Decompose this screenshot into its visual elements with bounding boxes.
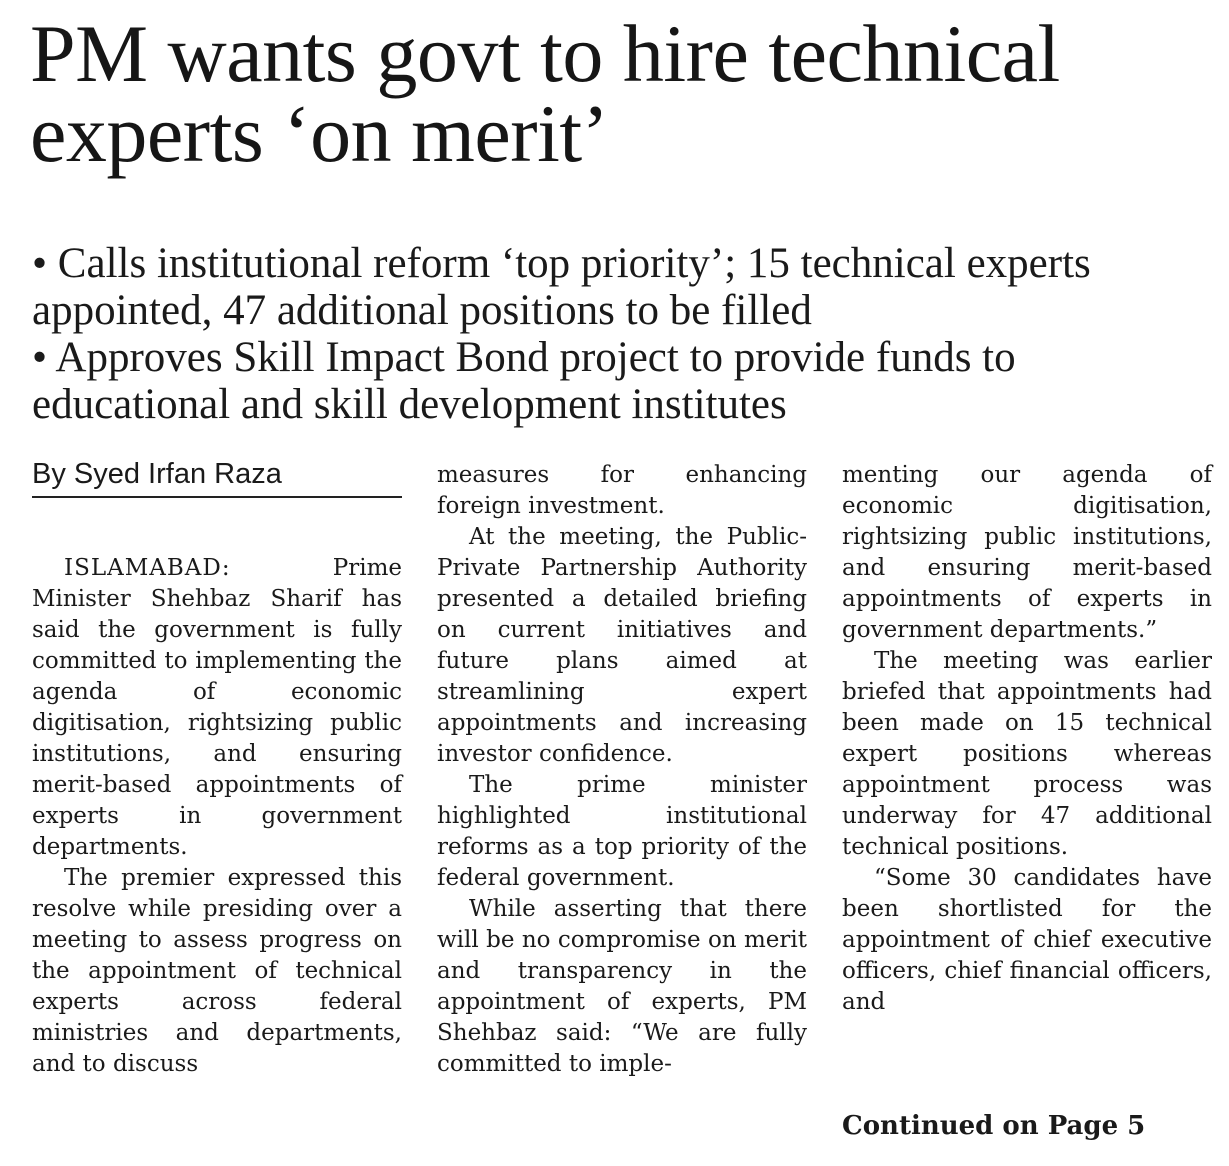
article-paragraph-5-continued: menting our agenda of economic digitisation, rightsizing public institutions, and ensuring merit-based appointments of experts in government departments.” xyxy=(842,462,1212,643)
article-paragraph-2-continued: measures for enhancing foreign investment. xyxy=(437,462,807,519)
article-column-1 xyxy=(32,553,402,1080)
headline: PM wants govt to hire technical experts ‘on merit’ xyxy=(30,8,1060,179)
subheads xyxy=(32,240,1222,428)
article-paragraph-1 xyxy=(32,553,402,863)
article-paragraph-7: “Some 30 candidates have been shortlisted for the appointment of chief executive officers, chief financial officers, and xyxy=(842,865,1212,1015)
paragraph-2-text: The premier expressed this resolve while presiding over a meeting to assess progress on the appointment of technical experts across federal ministries and departments, and to discuss xyxy=(32,865,402,1077)
paragraph-1-text: Prime Minister Shehbaz Sharif has said the government is fully committed to implementing the agenda of economic digitisation, rightsizing public institutions, and ensuring merit-based appointments of experts in government departments. xyxy=(32,555,402,860)
article-paragraph-3: At the meeting, the Public-Private Partnership Authority presented a detailed briefing on current initiatives and future plans aimed at streamlining expert appointments and increasing investor confidence. xyxy=(437,524,807,767)
subhead-1: • Calls institutional reform ‘top priority’; 15 technical experts appointed, 47 additional positions to be filled xyxy=(32,240,1091,334)
article-column-3 xyxy=(842,460,1212,1018)
byline: By Syed Irfan Raza xyxy=(32,456,402,498)
continued-link[interactable]: Continued on Page 5 xyxy=(842,1111,1146,1141)
subhead-2: • Approves Skill Impact Bond project to provide funds to educational and skill development institutes xyxy=(32,334,1016,428)
article-paragraph-6: The meeting was earlier briefed that appointments had been made on 15 technical expert positions whereas appointment process was underway for 47 additional technical positions. xyxy=(842,648,1212,860)
article-paragraph-4: The prime minister highlighted institutional reforms as a top priority of the federal government. xyxy=(437,772,807,891)
article-paragraph-2 xyxy=(32,863,402,1080)
article-column-2 xyxy=(437,460,807,1080)
dateline: ISLAMABAD: xyxy=(64,555,231,581)
article-paragraph-5: While asserting that there will be no compromise on merit and transparency in the appointment of experts, PM Shehbaz said: “We are fully committed to imple- xyxy=(437,896,807,1077)
